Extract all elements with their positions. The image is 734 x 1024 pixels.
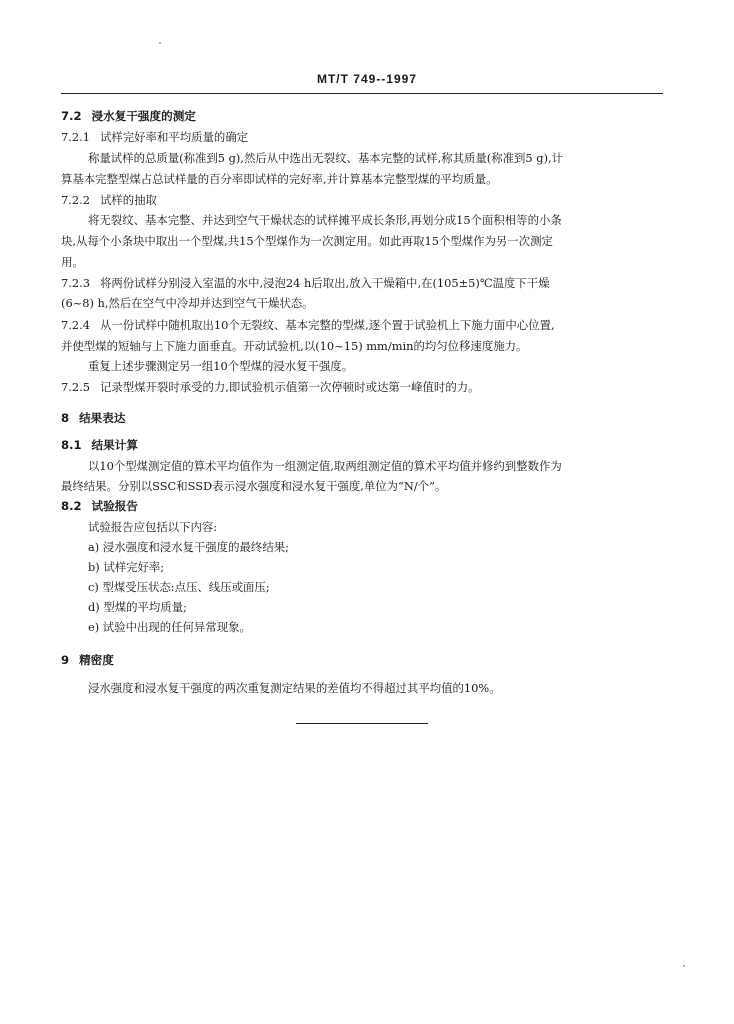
section-title: 试样完好率和平均质量的确定 xyxy=(99,130,249,144)
paragraph-line: 浸水强度和浸水复干强度的两次重复测定结果的差值均不得超过其平均值的10%。 xyxy=(88,681,501,695)
list-item: a) 浸水强度和浸水复干强度的最终结果; xyxy=(88,540,289,554)
end-rule xyxy=(296,723,428,724)
paragraph-line: 块,从每个小条块中取出一个型煤,共15个型煤作为一次测定用。如此再取15个型煤作为另一次测定 xyxy=(61,234,553,248)
scan-speck xyxy=(159,42,161,44)
section-text: 记录型煤开裂时承受的力,即试验机示值第一次停顿时或达第一峰值时的力。 xyxy=(99,380,480,394)
section-title: 试样的抽取 xyxy=(99,193,157,207)
section-number: 7.2 xyxy=(61,109,82,123)
section-number: 8.2 xyxy=(61,499,82,513)
header-rule xyxy=(61,93,663,94)
paragraph-line: 算基本完整型煤占总试样量的百分率即试样的完好率,并计算基本完整型煤的平均质量。 xyxy=(61,172,498,186)
list-item: e) 试验中出现的任何异常现象。 xyxy=(88,620,251,634)
section-7-2-1-heading xyxy=(61,129,248,145)
section-number: 7.2.3 xyxy=(61,276,90,290)
section-7-2-5-line xyxy=(61,379,480,395)
section-number: 7.2.4 xyxy=(61,318,90,332)
paragraph-line: 重复上述步骤测定另一组10个型煤的浸水复干强度。 xyxy=(88,359,354,373)
section-8-heading xyxy=(61,410,125,426)
section-8-2-heading xyxy=(61,498,138,514)
standard-number: MT/T 749--1997 xyxy=(316,72,418,86)
section-title: 结果表达 xyxy=(79,411,126,425)
section-title: 精密度 xyxy=(79,653,114,667)
paragraph-line: (6~8) h,然后在空气中冷却并达到空气干燥状态。 xyxy=(61,296,314,310)
paragraph-line: 并使型煤的短轴与上下施力面垂直。开动试验机,以(10~15) mm/min的均匀位移速度施力。 xyxy=(61,339,528,353)
paragraph-line: 最终结果。分别以SSC和SSD表示浸水强度和浸水复干强度,单位为“N/个”。 xyxy=(61,479,447,493)
section-number: 7.2.1 xyxy=(61,130,90,144)
paragraph-line: 称量试样的总质量(称准到5 g),然后从中选出无裂纹、基本完整的试样,称其质量(称准到5 g),计 xyxy=(88,151,564,165)
section-title: 浸水复干强度的测定 xyxy=(91,109,196,123)
paragraph-line: 将无裂纹、基本完整、并达到空气干燥状态的试样摊平成长条形,再划分成15个面积相等的小条 xyxy=(88,213,562,227)
section-7-2-4-line xyxy=(61,317,555,333)
section-title: 结果计算 xyxy=(91,438,138,452)
list-intro: 试验报告应包括以下内容: xyxy=(88,520,218,534)
section-number: 7.2.5 xyxy=(61,380,90,394)
section-number: 7.2.2 xyxy=(61,193,90,207)
list-item: b) 试样完好率; xyxy=(88,560,165,574)
section-9-heading xyxy=(61,652,114,668)
paragraph-line: 用。 xyxy=(61,255,84,269)
section-7-2-3-line xyxy=(61,275,550,291)
list-item: d) 型煤的平均质量; xyxy=(88,600,187,614)
section-number: 9 xyxy=(61,653,70,667)
section-number: 8 xyxy=(61,411,70,425)
section-8-1-heading xyxy=(61,437,138,453)
scan-speck xyxy=(683,965,685,967)
paragraph-line: 以10个型煤测定值的算术平均值作为一组测定值,取两组测定值的算术平均值并修约到整数作为 xyxy=(88,459,562,473)
section-number: 8.1 xyxy=(61,438,82,452)
list-item: c) 型煤受压状态:点压、线压或面压; xyxy=(88,580,270,594)
section-text: 从一份试样中随机取出10个无裂纹、基本完整的型煤,逐个置于试验机上下施力面中心位置, xyxy=(99,318,555,332)
section-7-2-heading xyxy=(61,108,196,124)
section-text: 将两份试样分别浸入室温的水中,浸泡24 h后取出,放入干燥箱中,在(105±5)℃温度下干燥 xyxy=(99,276,550,290)
section-7-2-2-heading xyxy=(61,192,157,208)
section-title: 试验报告 xyxy=(91,499,138,513)
